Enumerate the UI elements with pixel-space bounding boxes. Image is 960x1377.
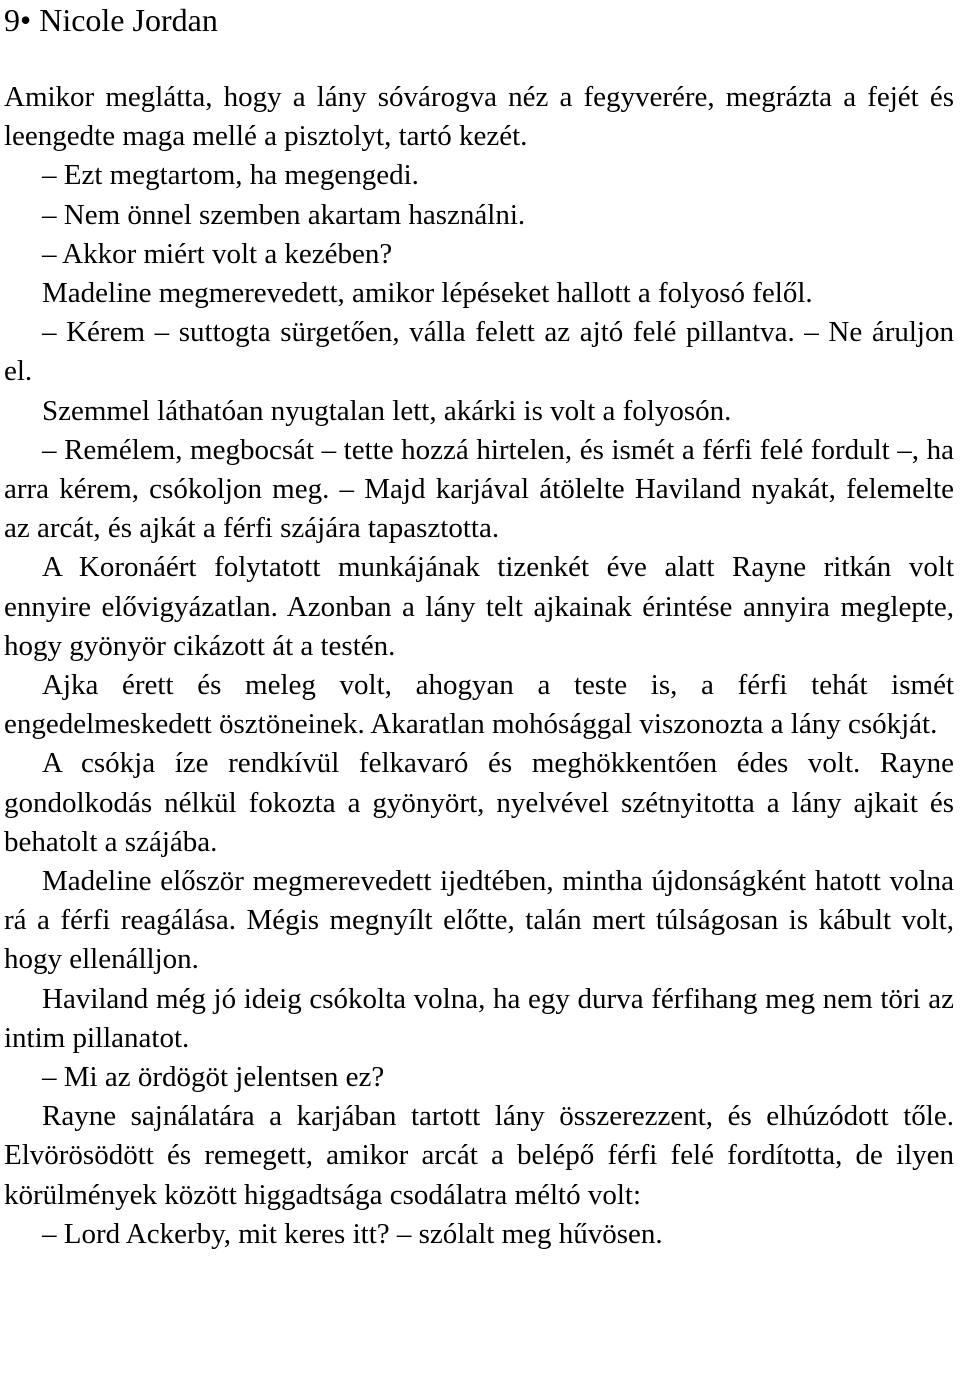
paragraph: Rayne sajnálatára a karjában tartott lány összerezzent, és elhúzódott tőle. Elvörösödött és remegett, amikor arcát a belépő férfi felé fordította, de ilyen körülmények között higgadtsága csodálatra méltó volt: [4,1100,954,1211]
paragraph: Haviland még jó ideig csókolta volna, ha egy durva férfihang meg nem töri az intim pillanatot. [4,982,954,1054]
paragraph: Amikor meglátta, hogy a lány sóvárogva néz a fegyverére, megrázta a fejét és leengedte maga mellé a pisztolyt, tartó kezét. [4,81,954,153]
body-text [4,78,954,1254]
paragraph: – Kérem – suttogta sürgetően, válla felett az ajtó felé pillantva. – Ne áruljon el. [4,316,954,388]
running-header [4,0,954,40]
paragraph: Ajka érett és meleg volt, ahogyan a teste is, a férfi tehát ismét engedelmeskedett ösztöneinek. Akaratlan mohósággal viszonozta a lány csókját. [4,669,954,741]
paragraph: Madeline először megmerevedett ijedtében, mintha újdonságként hatott volna rá a férfi reagálása. Mégis megnyílt előtte, talán mert túlságosan is kábult volt, hogy ellenálljon. [4,865,954,976]
paragraph: Szemmel láthatóan nyugtalan lett, akárki is volt a folyosón. [42,394,732,427]
paragraph: A csókja íze rendkívül felkavaró és meghökkentően édes volt. Rayne gondolkodás nélkül fokozta a gyönyört, nyelvével szétnyitotta a lány ajkait és behatolt a szájába. [4,747,954,858]
paragraph: – Akkor miért volt a kezében? [42,237,393,270]
paragraph: Madeline megmerevedett, amikor lépéseket hallott a folyosó felől. [42,277,813,310]
page-number: 9 [4,2,20,38]
paragraph: A Koronáért folytatott munkájának tizenkét éve alatt Rayne ritkán volt ennyire elővigyázatlan. Azonban a lány telt ajkainak érintése annyira meglepte, hogy gyönyör cikázott át a testén. [4,551,954,662]
paragraph: – Nem önnel szemben akartam használni. [42,198,526,231]
paragraph: – Lord Ackerby, mit keres itt? – szólalt meg hűvösen. [42,1217,663,1250]
author-name: Nicole Jordan [39,2,218,38]
paragraph: – Remélem, megbocsát – tette hozzá hirtelen, és ismét a férfi felé fordult –, ha arra kérem, csókoljon meg. – Majd karjával átölelte Haviland nyakát, felemelte az arcát, és ajkát a férfi szájára tapasztotta. [4,433,954,545]
header-separator: • [20,2,32,38]
paragraph: – Ezt megtartom, ha megengedi. [42,159,419,192]
paragraph: – Mi az ördögöt jelentsen ez? [42,1061,385,1094]
